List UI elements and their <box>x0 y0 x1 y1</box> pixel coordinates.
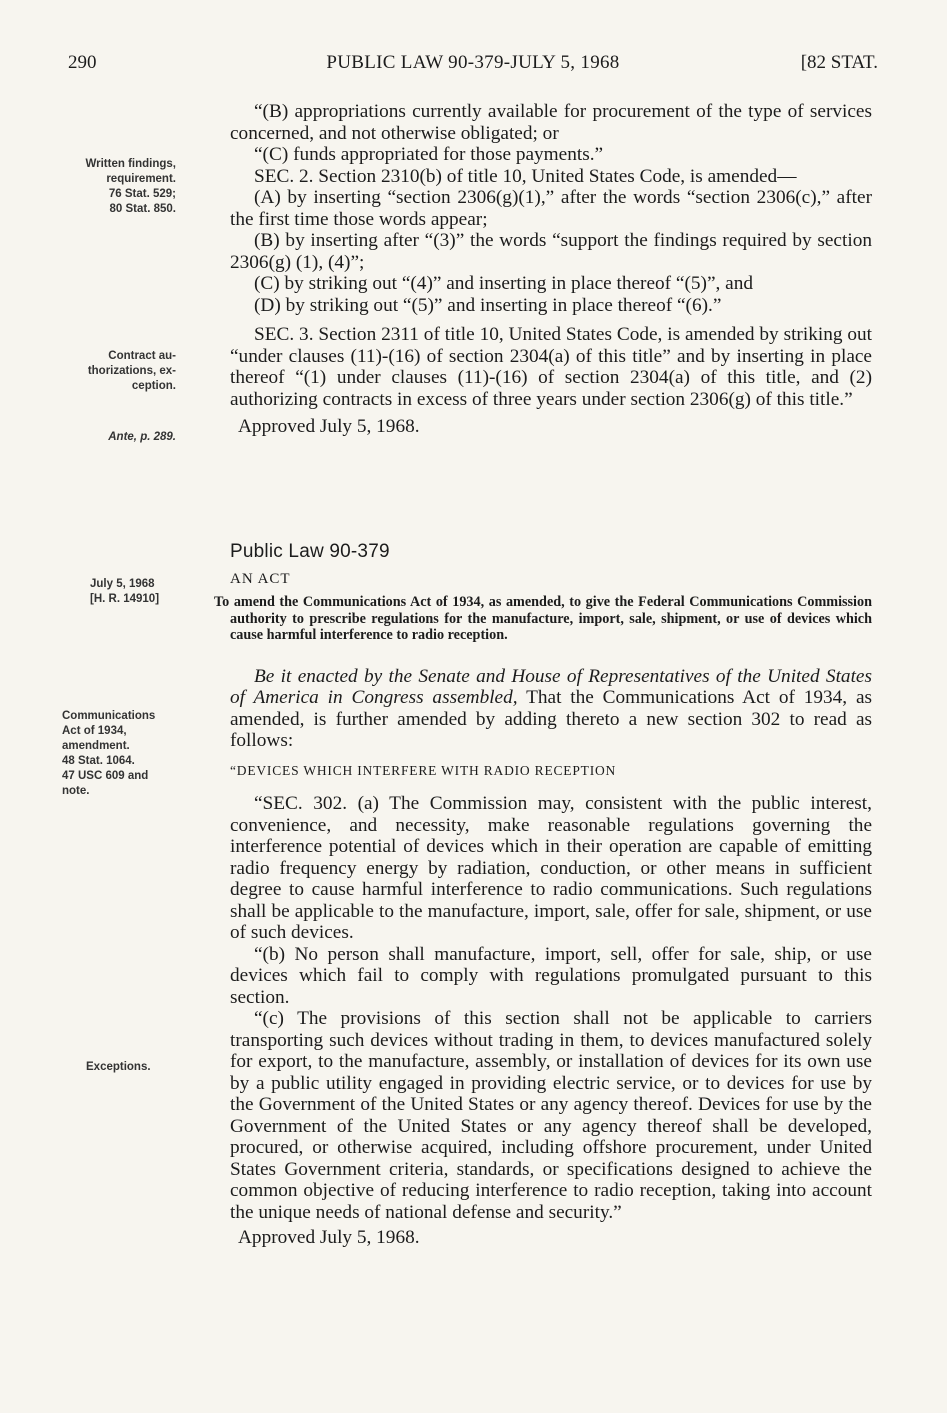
enacting-clause-text: That the Communications Act of 1934, as amended, is further amended by adding thereto a new section 302 to read as follows: <box>230 687 873 751</box>
enacting-clause <box>230 666 872 752</box>
margin-note-ante <box>50 430 176 445</box>
page-title: PUBLIC LAW 90-379-JULY 5, 1968 <box>326 52 620 73</box>
margin-line: note. <box>62 785 90 797</box>
section-2-text: SEC. 2. Section 2310(b) of title 10, United States Code, is amended— <box>254 165 797 187</box>
margin-note-date <box>90 577 210 607</box>
public-law-section <box>214 541 873 1249</box>
section-amendments <box>230 101 872 438</box>
act-purpose: To amend the Communications Act of 1934, as amended, to give the Federal Communications Commission authority to prescribe regulations for the manufacture, import, sale, shipment, or use of devices which cause harmful interference to radio reception. <box>214 594 872 643</box>
item-a: (A) by inserting “section 2306(g)(1),” after the words “section 2306(c),” after the first time those words appear; <box>230 187 872 230</box>
item-d: (D) by striking out “(5)” and inserting in place thereof “(6).” <box>254 294 722 316</box>
margin-line: Ante, p. 289. <box>108 431 176 443</box>
margin-line: [H. R. 14910] <box>90 593 160 605</box>
margin-line: 76 Stat. 529; <box>108 188 176 200</box>
enacting-clause-italic: Be it enacted by the Senate and House of Representatives of the United States of America in Congress assembled, <box>230 665 872 708</box>
section-302b: “(b) No person shall manufacture, import, sell, offer for sale, ship, or use devices which fail to comply with regulations promulgated pursuant to this section. <box>230 943 872 1008</box>
an-act-label: AN ACT <box>230 570 291 587</box>
margin-note-contract <box>50 349 176 394</box>
margin-line: thorizations, ex- <box>87 365 176 377</box>
margin-note-exceptions <box>86 1060 206 1075</box>
page-number: 290 <box>68 52 97 73</box>
page-header <box>68 52 878 86</box>
clause-b-text: “(B) appropriations currently available for procurement of the type of services concerned, and not otherwise obligated; or <box>230 101 872 144</box>
margin-line: requirement. <box>106 173 176 185</box>
margin-line: 80 Stat. 850. <box>109 203 176 215</box>
margin-line: amendment. <box>62 740 130 752</box>
public-law-title: Public Law 90-379 <box>230 541 390 562</box>
margin-line: Communications <box>62 710 156 722</box>
margin-line: July 5, 1968 <box>90 578 155 590</box>
approved-date-1: Approved July 5, 1968. <box>238 416 420 437</box>
section-302c: “(c) The provisions of this section shall not be applicable to carriers transporting such devices without trading in them, to devices manufactured solely for export, to the manufacture, assembly, or installation of devices for its own use by a public utility engaged in providing electric service, or to devices for use by the Government of the United States or any agency thereof. Devices for use by the Government of the United States or any agency thereof shall be developed, procured, or otherwise acquired, including offshore procurement, under United States Government criteria, standards, or specifications designed to achieve the common objective of reducing interference to radio reception, taking into account the unique needs of national defense and security.” <box>230 1008 872 1223</box>
item-c: (C) by striking out “(4)” and inserting in place thereof “(5)”, and <box>254 273 753 294</box>
stat-reference: [82 STAT. <box>800 52 878 73</box>
section-302a: “SEC. 302. (a) The Commission may, consistent with the public interest, convenience, and necessity, make reasonable regulations governing the interference potential of devices which in their operation are capable of emitting radio frequency energy by radiation, conduction, or other means in sufficient degree to cause harmful interference to radio communications. Such regulations shall be applicable to the manufacture, import, sale, offer for sale, shipment, or use of such devices. <box>230 793 872 943</box>
margin-note-communications <box>62 709 212 799</box>
section-heading: “DEVICES WHICH INTERFERE WITH RADIO RECEPTION <box>230 762 617 778</box>
margin-line: 47 USC 609 and <box>62 770 149 782</box>
margin-line: Exceptions. <box>86 1061 151 1073</box>
margin-line: Written findings, <box>85 158 176 170</box>
margin-line: 48 Stat. 1064. <box>62 755 135 767</box>
section-3-text: SEC. 3. Section 2311 of title 10, United States Code, is amended by striking out “under clauses (11)-(16) of section 2304(a) of this title” and by inserting in place thereof “(1) under clauses (11)-(16) of section 2304(a) of this title, and (2) authorizing contracts in excess of three years under section 2306(g) of this title.” <box>230 324 872 410</box>
margin-line: Act of 1934, <box>62 725 127 737</box>
margin-note-written-findings <box>50 157 176 217</box>
approved-date-2: Approved July 5, 1968. <box>238 1227 420 1248</box>
margin-line: Contract au- <box>108 350 176 362</box>
item-b: (B) by inserting after “(3)” the words “support the findings required by section 2306(g) (1), (4)”; <box>230 230 872 273</box>
clause-c-text: “(C) funds appropriated for those payments.” <box>254 144 604 165</box>
margin-line: ception. <box>131 380 176 392</box>
